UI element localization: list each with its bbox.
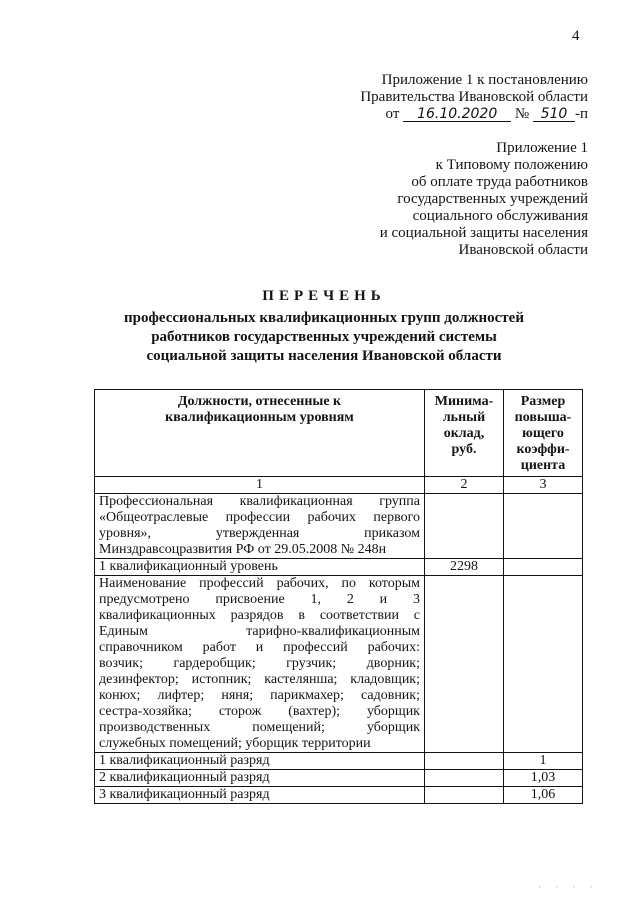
header-coefficient-line: повыша- xyxy=(514,410,572,425)
grade-salary xyxy=(425,787,504,804)
professions-line: квалификационных разрядов в соответствии с xyxy=(99,608,420,623)
empty-cell xyxy=(504,494,583,559)
header-salary-line: оклад, xyxy=(443,426,485,441)
group-line: «Общеотраслевые профессии рабочих первого xyxy=(99,510,420,525)
professions-description xyxy=(95,576,425,753)
professions-line: служебных помещений; уборщик территории xyxy=(99,736,371,751)
appendix-regulation-line: об оплате труда работников xyxy=(411,174,588,190)
empty-cell xyxy=(504,576,583,753)
appendix-regulation-line: к Типовому положению xyxy=(435,157,588,173)
appendix-regulation-line: Приложение 1 xyxy=(496,140,588,156)
title-main: ПЕРЕЧЕНЬ xyxy=(262,288,386,304)
professions-line: возчик; гардеробщик; грузчик; дворник; xyxy=(99,656,420,671)
professions-row xyxy=(95,576,583,753)
professions-line: Наименование профессий рабочих, по которым xyxy=(99,576,420,591)
level-salary: 2298 xyxy=(425,559,504,576)
grade-salary xyxy=(425,753,504,770)
professions-line: конюх; лифтер; няня; парикмахер; садовник; xyxy=(99,688,420,703)
professions-line: справочником работ и профессий рабочих: xyxy=(99,640,420,655)
empty-cell xyxy=(425,494,504,559)
qualification-table xyxy=(94,389,583,804)
appendix-regulation-line: и социальной защиты населения xyxy=(379,225,588,241)
grade-name: 1 квалификационный разряд xyxy=(95,753,425,770)
group-line: уровня», утвержденная приказом xyxy=(99,526,420,541)
group-row xyxy=(95,494,583,559)
number-label: № xyxy=(514,106,530,122)
number-suffix: -п xyxy=(574,106,588,122)
grade-coefficient: 1 xyxy=(504,753,583,770)
page-number: 4 xyxy=(572,28,580,44)
appendix-regulation-line: социального обслуживания xyxy=(412,208,588,224)
column-number: 1 xyxy=(95,477,425,494)
appendix-resolution-line: Правительства Ивановской области xyxy=(360,89,588,105)
level-name: 1 квалификационный уровень xyxy=(95,559,425,576)
level-row xyxy=(95,559,583,576)
column-number: 3 xyxy=(504,477,583,494)
level-coefficient xyxy=(504,559,583,576)
professions-line: производственных помещений; уборщик xyxy=(99,720,420,735)
group-description xyxy=(95,494,425,559)
grade-coefficient: 1,06 xyxy=(504,787,583,804)
grade-row xyxy=(95,787,583,804)
header-salary-line: руб. xyxy=(451,442,477,457)
document-title xyxy=(96,287,552,366)
grade-name: 3 квалификационный разряд xyxy=(95,787,425,804)
from-label: от xyxy=(385,106,400,122)
grade-coefficient: 1,03 xyxy=(504,770,583,787)
empty-cell xyxy=(425,576,504,753)
grade-row xyxy=(95,753,583,770)
appendix-regulation-line: Ивановской области xyxy=(458,242,588,258)
handwritten-date: 16.10.2020 xyxy=(403,107,511,122)
group-line: Минздравсоцразвития РФ от 29.05.2008 № 248н xyxy=(99,542,387,557)
header-coefficient-line: циента xyxy=(520,458,566,473)
appendix-regulation-line: государственных учреждений xyxy=(397,191,588,207)
professions-line: дезинфектор; истопник; кастелянша; кладовщик; xyxy=(99,672,420,687)
header-salary xyxy=(425,390,504,477)
professions-line: предусмотрено присвоение 1, 2 и 3 xyxy=(99,592,420,607)
scan-marks: · · · · xyxy=(538,882,599,892)
title-line: профессиональных квалификационных групп должностей xyxy=(124,310,524,326)
table-header-row xyxy=(95,390,583,477)
resolution-date-number xyxy=(360,106,588,123)
grade-salary xyxy=(425,770,504,787)
appendix-resolution-line: Приложение 1 к постановлению xyxy=(381,72,588,88)
title-line: социальной защиты населения Ивановской области xyxy=(146,348,502,364)
professions-line: Единым тарифно-квалификационным xyxy=(99,624,420,639)
header-salary-line: Минима- xyxy=(434,394,494,409)
group-line: Профессиональная квалификационная группа xyxy=(99,494,420,509)
header-coefficient xyxy=(504,390,583,477)
grade-name: 2 квалификационный разряд xyxy=(95,770,425,787)
title-line: работников государственных учреждений системы xyxy=(151,329,497,345)
appendix-resolution xyxy=(360,72,588,123)
header-coefficient-line: коэффи- xyxy=(516,442,570,457)
column-number-row xyxy=(95,477,583,494)
header-salary-line: льный xyxy=(442,410,486,425)
professions-line: сестра-хозяйка; сторож (вахтер); уборщик xyxy=(99,704,420,719)
header-coefficient-line: ющего xyxy=(522,426,564,441)
handwritten-number: 510 xyxy=(533,107,575,122)
header-positions-text: Должности, отнесенные к квалификационным уровням xyxy=(165,394,354,425)
column-number: 2 xyxy=(425,477,504,494)
appendix-regulation xyxy=(380,140,588,259)
header-coefficient-line: Размер xyxy=(520,394,566,409)
header-positions xyxy=(95,390,425,477)
grade-row xyxy=(95,770,583,787)
